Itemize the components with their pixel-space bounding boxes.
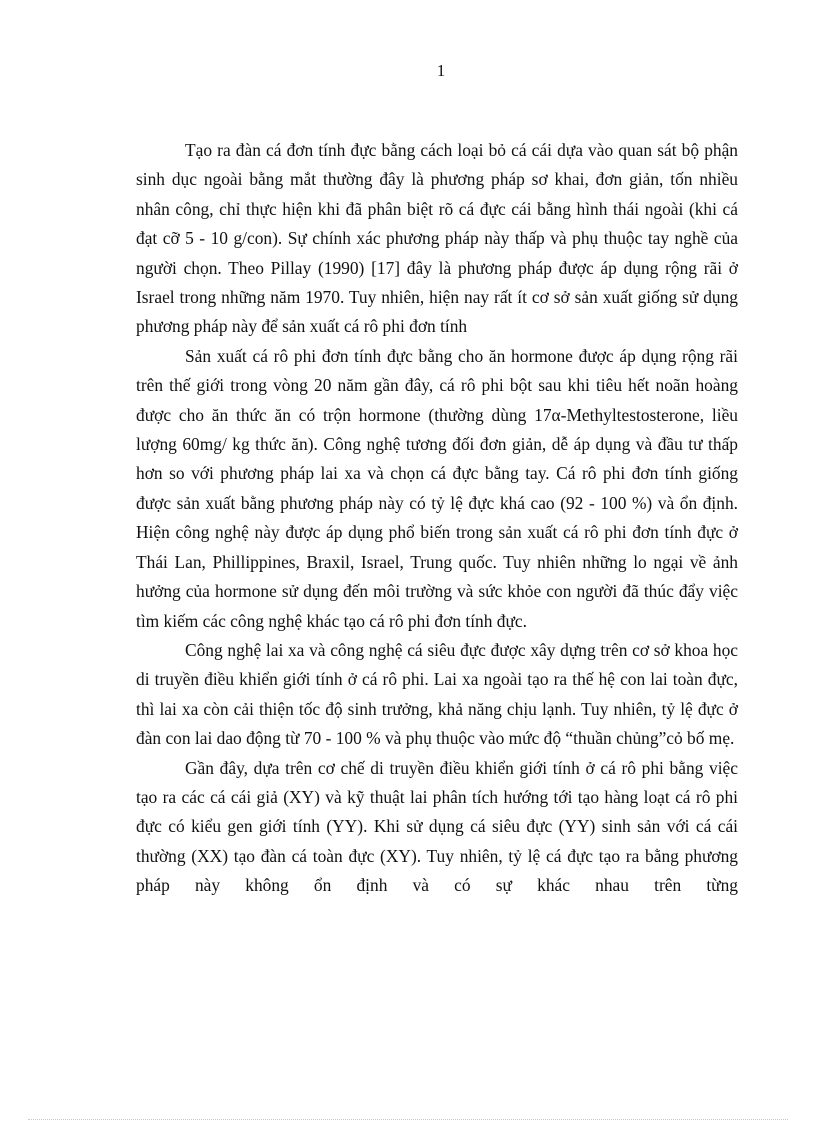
paragraph-hybridization: Công nghệ lai xa và công nghệ cá siêu đực được xây dựng trên cơ sở khoa học di truyền điều khiển giới tính ở cá rô phi. Lai xa ngoài tạo ra thế hệ con lai toàn đực, thì lai xa còn cải thiện tốc độ sinh trưởng, khả năng chịu lạnh. Tuy nhiên, tỷ lệ đực ở đàn con lai dao động từ 70 - 100 % và phụ thuộc vào mức độ “thuần chủng”cỏ bố mẹ. <box>136 639 738 749</box>
page-number: 1 <box>436 61 446 80</box>
paragraph-hormone-method: Sản xuất cá rô phi đơn tính đực bằng cho ăn hormone được áp dụng rộng rãi trên thế giới trong vòng 20 năm gần đây, cá rô phi bột sau khi tiêu hết noãn hoàng được cho ăn thức ăn có trộn hormone (thường dùng 17α-Methyltestosterone, liều lượng 60mg/ kg thức ăn). Công nghệ tương đối đơn giản, dễ áp dụng và đầu tư thấp hơn so với phương pháp lai xa và chọn cá đực bằng tay. Cá rô phi đơn tính giống được sản xuất bằng phương pháp này có tỷ lệ đực khá cao (92 - 100 %) và ổn định. Hiện công nghệ này được áp dụng phổ biến trong sản xuất cá rô phi đơn tính đực ở Thái Lan, Phillippines, Braxil, Israel, Trung quốc. Tuy nhiên những lo ngại về ảnh hưởng của hormone sử dụng đến môi trường và sức khỏe con người đã thúc đẩy việc tìm kiếm các công nghệ khác tạo cá rô phi đơn tính đực. <box>136 345 738 631</box>
document-body <box>136 136 738 901</box>
paragraph-supermale: Gần đây, dựa trên cơ chế di truyền điều khiển giới tính ở cá rô phi bằng việc tạo ra các cá cái giả (XY) và kỹ thuật lai phân tích hướng tới tạo hàng loạt cá rô phi đực có kiểu gen giới tính (YY). Khi sử dụng cá siêu đực (YY) sinh sản với cá cái thường (XX) tạo đàn cá toàn đực (XY). Tuy nhiên, tỷ lệ cá đực tạo ra bằng phương pháp này không ổn định và có sự khác nhau trên từng <box>136 757 738 896</box>
paragraph-manual-sorting: Tạo ra đàn cá đơn tính đực bằng cách loại bỏ cá cái dựa vào quan sát bộ phận sinh dục ngoài bằng mắt thường đây là phương pháp sơ khai, đơn giản, tốn nhiều nhân công, chỉ thực hiện khi đã phân biệt rõ cá đực cái bằng hình thái ngoài (khi cá đạt cỡ 5 - 10 g/con). Sự chính xác phương pháp này thấp và phụ thuộc tay nghề của người chọn. Theo Pillay (1990) [17] đây là phương pháp được áp dụng rộng rãi ở Israel trong những năm 1970. Tuy nhiên, hiện nay rất ít cơ sở sản xuất giống sử dụng phương pháp này để sản xuất cá rô phi đơn tính <box>136 140 738 337</box>
page-bottom-divider <box>28 1119 788 1120</box>
